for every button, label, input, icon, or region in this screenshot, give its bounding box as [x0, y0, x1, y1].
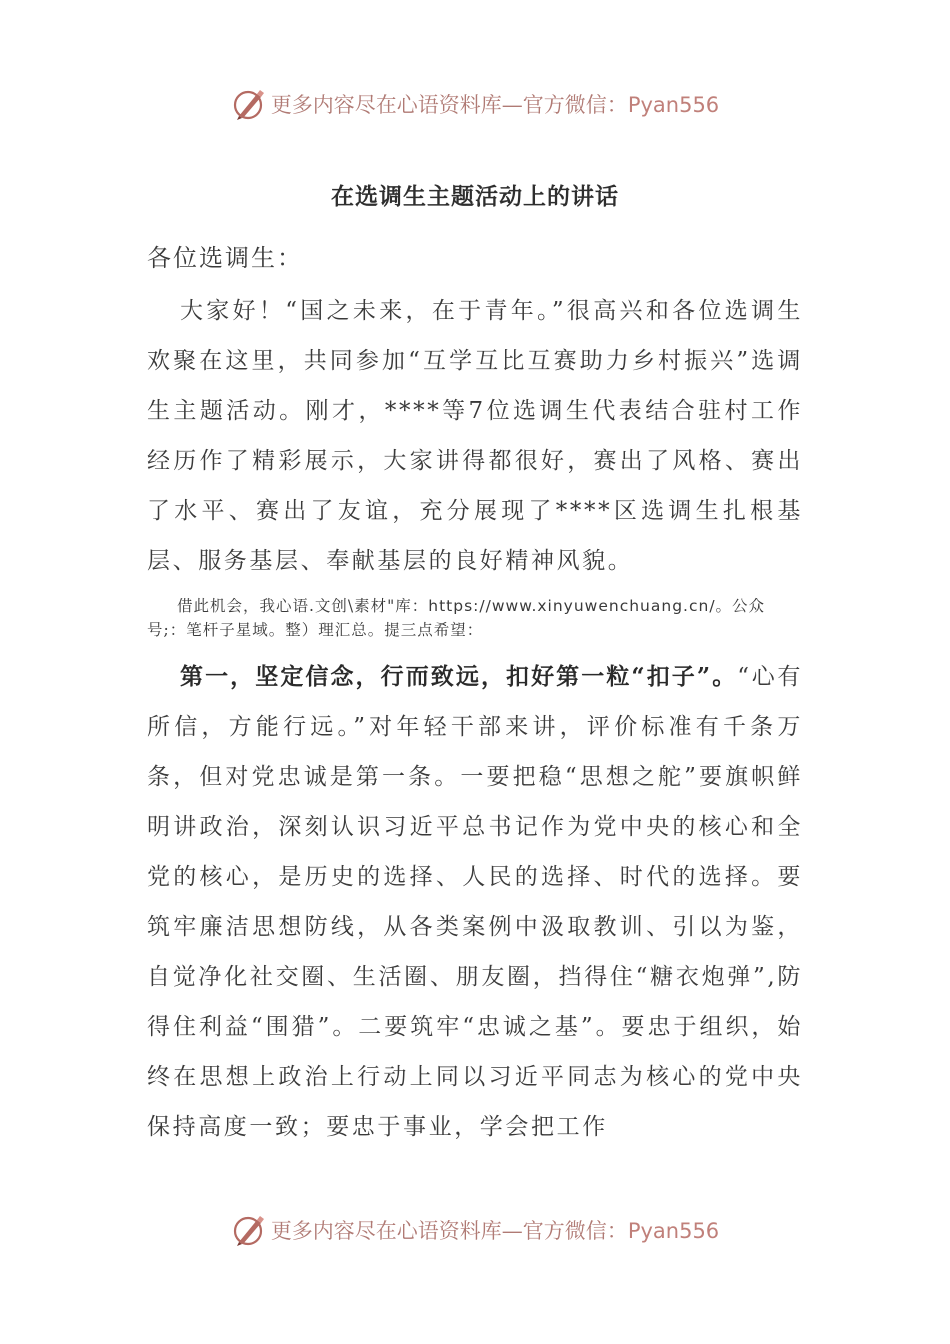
- watermark-text: 更多内容尽在心语资料库—官方微信：Pyan556: [270, 1219, 720, 1243]
- source-note-url: https://www.xinyuwenchuang.cn/: [428, 597, 716, 615]
- pen-circle-logo-icon: [231, 1212, 267, 1248]
- header-watermark: [0, 84, 950, 124]
- watermark-wechat-id: Pyan556: [627, 1219, 720, 1243]
- opening-paragraph: 大家好！“国之未来，在于青年。”很高兴和各位选调生欢聚在这里，共同参加“互学互比互赛助力乡村振兴”选调生主题活动。刚才，****等7位选调生代表结合驻村工作经历作了精彩展示，大家讲得都很好，赛出了风格、赛出了水平、赛出了友谊，充分展现了****区选调生扎根基层、服务基层、奉献基层的良好精神风貌。: [147, 298, 803, 574]
- source-note-after: 。公众号;：笔杆子星域。整）理汇总。提三点希望：: [147, 597, 766, 639]
- source-note: [147, 594, 803, 642]
- section-1-body: “心有所信，方能行远。”对年轻干部来讲，评价标准有千条万条，但对党忠诚是第一条。一要把稳“思想之舵”要旗帜鲜明讲政治，深刻认识习近平总书记作为党中央的核心和全党的核心，是历史的选择、人民的选择、时代的选择。要筑牢廉洁思想防线，从各类案例中汲取教训、引以为鉴，自觉净化社交圈、生活圈、朋友圈，挡得住“糖衣炮弹”,防得住利益“围猎”。二要筑牢“忠诚之基”。要忠于组织，始终在思想上政治上行动上同以习近平同志为核心的党中央保持高度一致；要忠于事业，学会把工作: [147, 664, 803, 1140]
- watermark-wechat-id: Pyan556: [627, 93, 720, 117]
- footer-watermark: [0, 1210, 950, 1250]
- section-1: [147, 652, 803, 1152]
- document-body: [147, 236, 803, 1152]
- watermark-text: 更多内容尽在心语资料库—官方微信：Pyan556: [270, 93, 720, 117]
- source-note-before: 借此机会，我心语.文创\素材"库：: [177, 597, 429, 615]
- pen-circle-logo-icon: [231, 86, 267, 122]
- salutation: 各位选调生：: [147, 244, 303, 272]
- section-1-heading: 第一，坚定信念，行而致远，扣好第一粒“扣子”。: [180, 663, 738, 690]
- document-title: 在选调生主题活动上的讲话: [331, 183, 619, 210]
